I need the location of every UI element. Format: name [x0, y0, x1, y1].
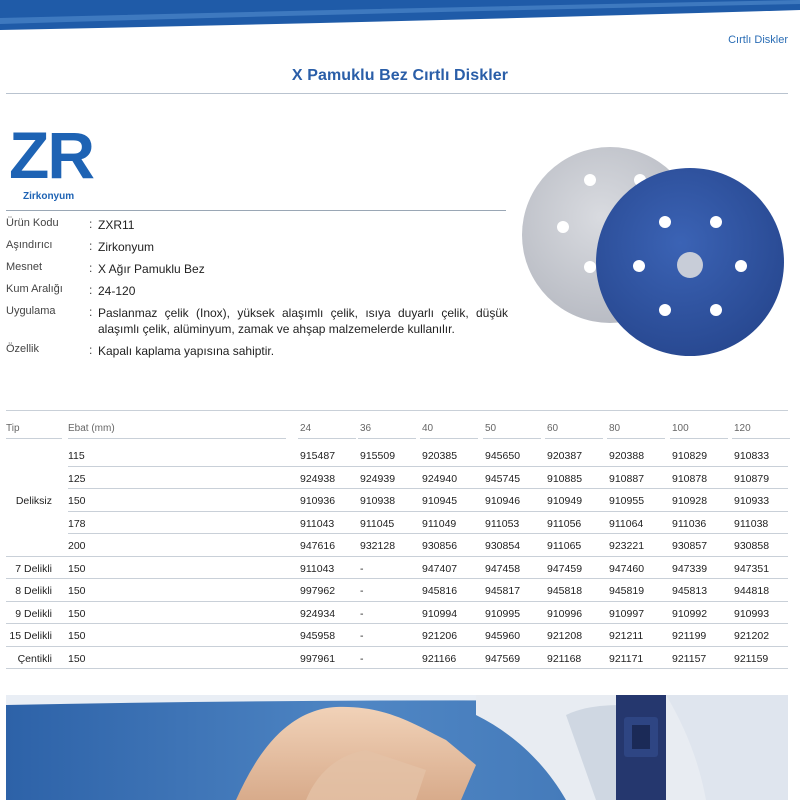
- spec-label: Mesnet: [6, 261, 43, 273]
- cell-code: 910946: [485, 495, 521, 507]
- table-rule: [68, 488, 788, 489]
- cell-code: -: [360, 585, 364, 597]
- brand-logo: ZR: [9, 118, 93, 192]
- title-divider: [6, 93, 788, 94]
- cell-size: 150: [68, 585, 86, 597]
- cell-code: 910955: [609, 495, 645, 507]
- cell-code: 915487: [300, 450, 336, 462]
- cell-code: 945817: [485, 585, 521, 597]
- cell-code: 910936: [300, 495, 336, 507]
- spec-colon: :: [89, 217, 93, 231]
- cell-size: 150: [68, 495, 86, 507]
- cell-code: 911036: [672, 517, 707, 530]
- cell-code: -: [360, 652, 364, 665]
- spec-value: ZXR11: [98, 218, 135, 232]
- column-header-grit: 80: [609, 423, 621, 434]
- cell-code: 997961: [300, 652, 336, 665]
- cell-code: 921159: [734, 652, 769, 665]
- spec-value: 24-120: [98, 284, 136, 298]
- spec-colon: :: [89, 305, 93, 319]
- cell-code: 910994: [422, 607, 458, 620]
- column-header-grit: 40: [422, 423, 434, 434]
- column-header-tip: Tip: [6, 423, 20, 434]
- spec-label: Özellik: [6, 343, 40, 355]
- table-rule: [68, 438, 286, 439]
- cell-code: 911053: [485, 517, 520, 530]
- cell-code: 923221: [609, 540, 645, 552]
- cell-code: 945813: [672, 585, 708, 597]
- cell-code: 930857: [672, 540, 708, 552]
- spec-value: Zirkonyum: [98, 240, 155, 254]
- cell-code: 920388: [609, 450, 645, 462]
- cell-size: 200: [68, 540, 86, 552]
- table-rule: [6, 556, 788, 557]
- cell-code: 910997: [609, 607, 645, 620]
- column-header-grit: 24: [300, 423, 312, 434]
- cell-size: 150: [68, 630, 86, 642]
- cell-code: 945818: [547, 585, 583, 597]
- cell-code: 910992: [672, 607, 708, 620]
- cell-code: 930856: [422, 540, 458, 552]
- cell-code: 947339: [672, 562, 708, 575]
- cell-code: 920385: [422, 450, 458, 462]
- cell-code: -: [360, 630, 364, 642]
- cell-size: 125: [68, 472, 86, 485]
- cell-code: 921166: [422, 652, 457, 665]
- cell-code: 945816: [422, 585, 458, 597]
- spec-label: Kum Aralığı: [6, 283, 63, 295]
- column-header-grit: 50: [485, 423, 497, 434]
- cell-code: 910996: [547, 607, 583, 620]
- table-rule: [607, 438, 665, 439]
- cell-code: 921211: [609, 630, 644, 642]
- cell-size: 115: [68, 450, 85, 462]
- cell-size: 150: [68, 652, 86, 665]
- cell-code: 910885: [547, 472, 583, 485]
- section-label: Cırtlı Diskler: [728, 34, 788, 46]
- table-rule: [68, 511, 788, 512]
- cell-code: 910928: [672, 495, 708, 507]
- table-rule: [358, 438, 416, 439]
- row-group-label: 15 Delikli: [9, 630, 52, 642]
- cell-code: 921168: [547, 652, 582, 665]
- cell-code: 921157: [672, 652, 707, 665]
- cell-code: 911043: [300, 562, 335, 575]
- product-discs-image: [515, 125, 795, 370]
- table-rule: [420, 438, 478, 439]
- cell-code: 910829: [672, 450, 708, 462]
- table-rule: [6, 438, 62, 439]
- cell-code: 910945: [422, 495, 458, 507]
- cell-code: 997962: [300, 585, 336, 597]
- cell-code: 910878: [672, 472, 708, 485]
- cell-code: 921199: [672, 630, 707, 642]
- spec-colon: :: [89, 261, 93, 275]
- cell-code: 910833: [734, 450, 770, 462]
- row-group-label: Deliksiz: [15, 495, 52, 507]
- cell-code: 921171: [609, 652, 644, 665]
- cell-code: 932128: [360, 540, 396, 552]
- cell-code: 911045: [360, 517, 395, 530]
- cell-code: 910995: [485, 607, 521, 620]
- cell-code: 911049: [422, 517, 457, 530]
- cell-code: 930858: [734, 540, 770, 552]
- cell-code: 930854: [485, 540, 521, 552]
- cell-code: 911038: [734, 517, 769, 530]
- cell-code: 947351: [734, 562, 770, 575]
- cell-code: 911043: [300, 517, 335, 530]
- spec-divider: [6, 210, 506, 211]
- table-rule: [483, 438, 541, 439]
- table-rule: [6, 623, 788, 624]
- cell-code: 910887: [609, 472, 645, 485]
- cell-code: 924940: [422, 472, 458, 485]
- cell-code: 920387: [547, 450, 583, 462]
- spec-label: Uygulama: [6, 305, 56, 317]
- cell-code: 910993: [734, 607, 770, 620]
- spec-colon: :: [89, 239, 93, 253]
- cell-code: 947458: [485, 562, 521, 575]
- cell-code: 915509: [360, 450, 396, 462]
- column-header-grit: 36: [360, 423, 372, 434]
- cell-code: 910933: [734, 495, 770, 507]
- table-rule: [68, 466, 788, 467]
- table-rule: [6, 601, 788, 602]
- table-rule: [6, 668, 788, 669]
- cell-code: -: [360, 607, 364, 620]
- cell-code: -: [360, 562, 364, 575]
- cell-code: 947569: [485, 652, 521, 665]
- cell-code: 921202: [734, 630, 770, 642]
- cell-code: 945819: [609, 585, 645, 597]
- table-rule: [6, 410, 788, 411]
- table-rule: [545, 438, 603, 439]
- column-header-grit: 100: [672, 423, 689, 434]
- row-group-label: Çentikli: [17, 652, 52, 665]
- table-rule: [6, 578, 788, 579]
- table-rule: [732, 438, 790, 439]
- cell-size: 150: [68, 562, 86, 575]
- cell-code: 911064: [609, 517, 644, 530]
- spec-colon: :: [89, 283, 93, 297]
- table-rule: [298, 438, 356, 439]
- table-rule: [68, 533, 788, 534]
- brand-name: Zirkonyum: [23, 191, 75, 202]
- cell-size: 150: [68, 607, 86, 620]
- top-banner: [0, 0, 800, 30]
- table-rule: [6, 646, 788, 647]
- cell-code: 924934: [300, 607, 336, 620]
- spec-value: X Ağır Pamuklu Bez: [98, 262, 205, 276]
- table-rule: [670, 438, 728, 439]
- cell-code: 910938: [360, 495, 396, 507]
- spec-value: Paslanmaz çelik (Inox), yüksek alaşımlı çelik, ısıya duyarlı çelik, düşük alaşımlı çelik, alüminyum, zamak ve ahşap malzemelerde kullanılır.: [98, 306, 508, 336]
- cell-code: 945745: [485, 472, 521, 485]
- worker-photo-image: [6, 695, 788, 800]
- cell-code: 921206: [422, 630, 458, 642]
- cell-code: 945960: [485, 630, 521, 642]
- spec-label: Ürün Kodu: [6, 217, 59, 229]
- column-header-grit: 60: [547, 423, 559, 434]
- cell-code: 911056: [547, 517, 582, 530]
- spec-colon: :: [89, 343, 93, 357]
- row-group-label: 9 Delikli: [15, 607, 52, 620]
- cell-code: 947616: [300, 540, 336, 552]
- cell-code: 921208: [547, 630, 583, 642]
- cell-code: 947460: [609, 562, 645, 575]
- cell-size: 178: [68, 517, 86, 530]
- page-title: X Pamuklu Bez Cırtlı Diskler: [291, 67, 509, 84]
- row-group-label: 8 Delikli: [15, 585, 52, 597]
- cell-code: 944818: [734, 585, 770, 597]
- spec-value: Kapalı kaplama yapısına sahiptir.: [98, 344, 275, 358]
- row-group-label: 7 Delikli: [15, 562, 52, 575]
- cell-code: 910879: [734, 472, 770, 485]
- cell-code: 945650: [485, 450, 521, 462]
- column-header-ebat: Ebat (mm): [68, 423, 115, 434]
- spec-label: Aşındırıcı: [6, 239, 53, 251]
- cell-code: 947459: [547, 562, 583, 575]
- cell-code: 945958: [300, 630, 336, 642]
- cell-code: 924939: [360, 472, 396, 485]
- cell-code: 947407: [422, 562, 458, 575]
- cell-code: 911065: [547, 540, 582, 552]
- column-header-grit: 120: [734, 423, 751, 434]
- cell-code: 910949: [547, 495, 583, 507]
- cell-code: 924938: [300, 472, 336, 485]
